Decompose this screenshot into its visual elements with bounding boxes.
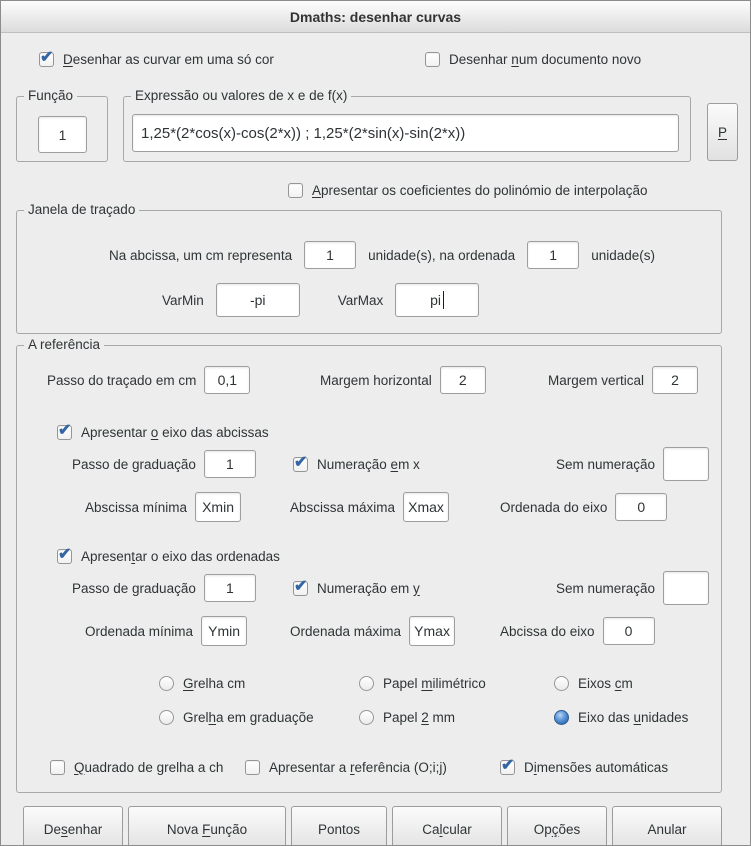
xmin-field[interactable]: Xmin xyxy=(195,492,241,522)
radio-circle[interactable] xyxy=(159,676,174,691)
radio-eixo-unidades-label: Eixo das unidades xyxy=(578,709,689,725)
radio-eixos-cm[interactable] xyxy=(554,674,633,692)
x-no-numbering-label: Sem numeração xyxy=(555,456,655,472)
show-reference-label: Apresentar a referência (O;i;j) xyxy=(269,759,447,775)
y-grad-step-pair xyxy=(72,574,256,602)
check-icon: ✔ xyxy=(294,453,308,471)
pontos-button-label: Pontos xyxy=(317,821,361,837)
varmax-field[interactable]: pi xyxy=(395,283,479,317)
grid-square-label: Quadrado de grelha a ch xyxy=(74,759,224,775)
y-grad-step-field[interactable]: 1 xyxy=(204,574,256,602)
checkbox-box[interactable] xyxy=(57,421,72,440)
grid-square-checkbox[interactable] xyxy=(50,758,223,776)
radio-circle[interactable] xyxy=(359,710,374,725)
xmax-pair xyxy=(290,492,449,522)
trace-window-legend: Janela de traçado xyxy=(24,202,139,217)
y-axis-abscissa-label: Abcissa do eixo xyxy=(500,623,595,639)
ymax-label: Ordenada máxima xyxy=(290,623,402,639)
y-numbering-checkbox[interactable] xyxy=(293,579,420,597)
trace-step-field[interactable]: 0,1 xyxy=(204,366,250,394)
cm-units-row xyxy=(17,241,721,269)
var-range-row xyxy=(17,283,721,317)
units-label: unidade(s) xyxy=(591,247,655,263)
varmin-label: VarMin xyxy=(162,292,204,308)
radio-circle[interactable] xyxy=(554,676,569,691)
calcular-button-label: Calcular xyxy=(422,821,472,837)
show-coefficients-checkbox[interactable] xyxy=(288,181,647,199)
expression-group-legend: Expressão ou valores de x e de f(x) xyxy=(131,88,351,103)
margin-horizontal-pair xyxy=(320,366,486,394)
y-grad-step-label: Passo de graduação xyxy=(72,580,196,596)
x-grad-step-label: Passo de graduação xyxy=(72,456,196,472)
checkbox-box[interactable] xyxy=(57,545,72,564)
radio-grelha-graduacao-label: Grelha em graduaçõe xyxy=(183,709,314,725)
calcular-button[interactable] xyxy=(392,806,502,846)
show-coefficients-label: Apresentar os coeficientes do polinómio de interpolação xyxy=(312,182,648,198)
check-icon: ✔ xyxy=(58,545,72,563)
draw-single-color-checkbox[interactable] xyxy=(39,50,274,68)
y-no-numbering-label: Sem numeração xyxy=(555,580,655,596)
checkbox-box[interactable] xyxy=(500,756,515,775)
checkbox-box[interactable] xyxy=(245,760,260,775)
opcoes-button[interactable] xyxy=(507,806,607,846)
x-no-numbering-pair xyxy=(556,447,709,481)
y-no-numbering-field[interactable] xyxy=(663,571,709,605)
check-icon: ✔ xyxy=(501,756,515,774)
action-button-row xyxy=(23,806,722,846)
checkbox-box[interactable] xyxy=(288,183,303,198)
opcoes-button-label: Opções xyxy=(533,821,581,837)
function-number-field[interactable]: 1 xyxy=(38,116,87,153)
cm-ordinate-field[interactable]: 1 xyxy=(527,241,579,269)
ymin-label: Ordenada mínima xyxy=(85,623,194,639)
margin-vertical-pair xyxy=(548,366,698,394)
p-button-label: P xyxy=(717,124,727,140)
check-icon: ✔ xyxy=(40,48,54,66)
nova-funcao-button[interactable] xyxy=(128,806,286,846)
x-grad-step-pair xyxy=(72,450,256,478)
auto-dimensions-checkbox[interactable] xyxy=(500,758,668,776)
x-numbering-checkbox[interactable] xyxy=(293,455,420,473)
x-axis-ordinate-label: Ordenada do eixo xyxy=(500,499,608,515)
trace-step-label: Passo do traçado em cm xyxy=(47,372,197,388)
draw-new-document-checkbox[interactable] xyxy=(425,50,641,68)
show-reference-checkbox[interactable] xyxy=(245,758,447,776)
radio-circle[interactable] xyxy=(159,710,174,725)
x-axis-ordinate-pair xyxy=(500,493,667,521)
checkbox-box[interactable] xyxy=(293,577,308,596)
anular-button-label: Anular xyxy=(647,821,687,837)
pontos-button[interactable] xyxy=(291,806,387,846)
xmax-label: Abscissa máxima xyxy=(290,499,396,515)
varmax-label: VarMax xyxy=(337,292,384,308)
y-numbering-label: Numeração em y xyxy=(317,580,420,596)
xmax-field[interactable]: Xmax xyxy=(403,492,449,522)
text-cursor xyxy=(443,291,445,309)
margin-vertical-field[interactable]: 2 xyxy=(652,366,698,394)
ymax-field[interactable]: Ymax xyxy=(409,616,455,646)
checkbox-box[interactable] xyxy=(39,48,54,67)
anular-button[interactable] xyxy=(612,806,722,846)
p-button[interactable] xyxy=(707,103,738,161)
radio-eixo-unidades[interactable] xyxy=(554,708,688,726)
xmin-label: Abscissa mínima xyxy=(85,499,188,515)
ymax-pair xyxy=(290,616,455,646)
x-no-numbering-field[interactable] xyxy=(663,447,709,481)
function-group-legend: Função xyxy=(24,88,77,103)
x-numbering-label: Numeração em x xyxy=(317,456,420,472)
show-y-axis-checkbox[interactable] xyxy=(57,547,280,565)
draw-new-document-label: Desenhar num documento novo xyxy=(449,51,642,67)
trace-step-pair xyxy=(47,366,250,394)
draw-single-color-label: Desenhar as curvar em uma só cor xyxy=(63,51,274,67)
check-icon: ✔ xyxy=(294,577,308,595)
ordinate-cm-label: unidade(s), na ordenada xyxy=(368,247,516,263)
expression-field[interactable]: 1,25*(2*cos(x)-cos(2*x)) ; 1,25*(2*sin(x)-sin(2*x)) xyxy=(132,114,679,152)
radio-eixos-cm-label: Eixos cm xyxy=(578,675,633,691)
margin-horizontal-label: Margem horizontal xyxy=(320,372,432,388)
radio-papel-milimetrico[interactable] xyxy=(359,674,486,692)
reference-group xyxy=(16,337,722,793)
auto-dimensions-label: Dimensões automáticas xyxy=(524,759,669,775)
radio-grelha-cm-label: Grelha cm xyxy=(183,675,246,691)
show-x-axis-checkbox[interactable] xyxy=(57,423,269,441)
desenhar-button-label: Desenhar xyxy=(43,821,103,837)
y-axis-abscissa-field[interactable]: 0 xyxy=(603,617,655,645)
show-y-axis-label: Apresentar o eixo das ordenadas xyxy=(81,548,280,564)
ymin-pair xyxy=(85,616,247,646)
checkbox-box[interactable] xyxy=(50,760,65,775)
desenhar-button[interactable] xyxy=(23,806,123,846)
show-x-axis-label: Apresentar o eixo das abcissas xyxy=(81,424,269,440)
radio-papel-2mm-label: Papel 2 mm xyxy=(383,709,456,725)
checkbox-box[interactable] xyxy=(425,52,440,67)
window-title: Dmaths: desenhar curvas xyxy=(289,8,462,25)
radio-grelha-cm[interactable] xyxy=(159,674,245,692)
check-icon: ✔ xyxy=(58,421,72,439)
checkbox-box[interactable] xyxy=(293,453,308,472)
titlebar[interactable] xyxy=(1,1,750,33)
radio-grelha-graduacao[interactable] xyxy=(159,708,314,726)
radio-papel-2mm[interactable] xyxy=(359,708,455,726)
cm-abscissa-field[interactable]: 1 xyxy=(304,241,356,269)
radio-circle[interactable] xyxy=(359,676,374,691)
y-axis-abscissa-pair xyxy=(500,617,655,645)
abscissa-cm-label: Na abcissa, um cm representa xyxy=(109,247,293,263)
xmin-pair xyxy=(85,492,241,522)
x-axis-ordinate-field[interactable]: 0 xyxy=(615,493,667,521)
expression-group xyxy=(123,88,691,162)
function-group xyxy=(16,88,108,162)
y-no-numbering-pair xyxy=(556,571,709,605)
radio-papel-milimetrico-label: Papel milimétrico xyxy=(383,675,486,691)
reference-group-legend: A referência xyxy=(24,337,104,352)
trace-window-group xyxy=(16,202,722,334)
margin-vertical-label: Margem vertical xyxy=(548,372,645,388)
ymin-field[interactable]: Ymin xyxy=(201,616,247,646)
radio-circle[interactable] xyxy=(554,710,569,725)
varmin-field[interactable]: -pi xyxy=(216,283,300,317)
margin-horizontal-field[interactable]: 2 xyxy=(440,366,486,394)
nova-funcao-button-label: Nova Função xyxy=(166,821,248,837)
x-grad-step-field[interactable]: 1 xyxy=(204,450,256,478)
